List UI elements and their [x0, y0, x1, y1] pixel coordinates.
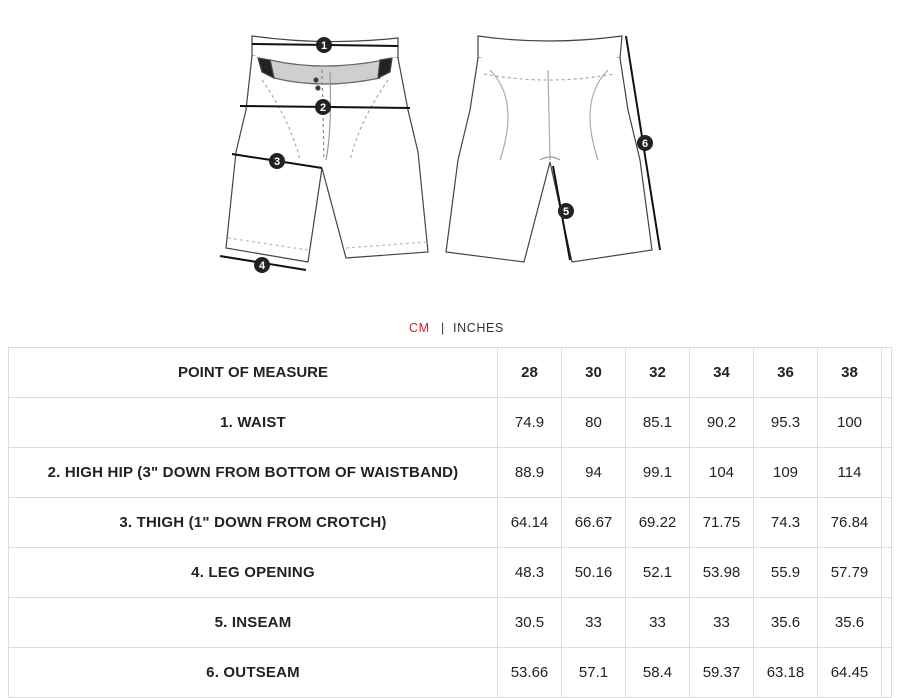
- table-cell: 74.3: [754, 498, 818, 548]
- marker-6: [637, 135, 653, 151]
- row-label-outseam: 6. OUTSEAM: [9, 648, 498, 698]
- header-size-30: 30: [562, 348, 626, 398]
- marker-5: [558, 203, 574, 219]
- header-size-36: 36: [754, 348, 818, 398]
- header-size-28: 28: [498, 348, 562, 398]
- table-cell: 69.22: [626, 498, 690, 548]
- marker-1: [316, 37, 332, 53]
- marker-3: [269, 153, 285, 169]
- table-row: [9, 648, 892, 698]
- row-label-thigh: 3. THIGH (1" DOWN FROM CROTCH): [9, 498, 498, 548]
- marker-4: [254, 257, 270, 273]
- unit-toggle: [0, 321, 899, 337]
- table-cell: 74.9: [498, 398, 562, 448]
- header-overflow-cell: [882, 348, 892, 398]
- table-cell: 80: [562, 398, 626, 448]
- table-cell: 104: [690, 448, 754, 498]
- table-cell: 33: [626, 598, 690, 648]
- overflow-cell: [882, 398, 892, 448]
- table-cell: 66.67: [562, 498, 626, 548]
- table-cell: 58.4: [626, 648, 690, 698]
- table-row: [9, 448, 892, 498]
- table-cell: 95.3: [754, 398, 818, 448]
- table-cell: 33: [690, 598, 754, 648]
- table-cell: 50.16: [562, 548, 626, 598]
- header-size-34: 34: [690, 348, 754, 398]
- overflow-cell: [882, 548, 892, 598]
- svg-text:1: 1: [320, 40, 328, 52]
- table-cell: 35.6: [818, 598, 882, 648]
- svg-text:2: 2: [319, 102, 327, 114]
- unit-inches-option[interactable]: INCHES: [453, 321, 504, 335]
- svg-text:4: 4: [258, 260, 266, 272]
- table-header-row: [9, 348, 892, 398]
- table-cell: 76.84: [818, 498, 882, 548]
- table-cell: 57.79: [818, 548, 882, 598]
- table-cell: 59.37: [690, 648, 754, 698]
- svg-text:5: 5: [562, 206, 570, 218]
- table-cell: 35.6: [754, 598, 818, 648]
- unit-cm-option[interactable]: CM: [409, 321, 430, 335]
- table-cell: 85.1: [626, 398, 690, 448]
- row-label-high-hip: 2. HIGH HIP (3" DOWN FROM BOTTOM OF WAISTBAND): [9, 448, 498, 498]
- header-point-of-measure: POINT OF MEASURE: [9, 348, 498, 398]
- overflow-cell: [882, 648, 892, 698]
- table-cell: 33: [562, 598, 626, 648]
- unit-separator: |: [441, 321, 445, 335]
- marker-2: [315, 99, 331, 115]
- table-cell: 48.3: [498, 548, 562, 598]
- overflow-cell: [882, 598, 892, 648]
- table-cell: 99.1: [626, 448, 690, 498]
- svg-text:6: 6: [641, 138, 649, 150]
- table-cell: 52.1: [626, 548, 690, 598]
- overflow-cell: [882, 448, 892, 498]
- table-cell: 114: [818, 448, 882, 498]
- shorts-back-view: [446, 36, 652, 262]
- table-cell: 88.9: [498, 448, 562, 498]
- table-cell: 90.2: [690, 398, 754, 448]
- table-cell: 94: [562, 448, 626, 498]
- table-cell: 109: [754, 448, 818, 498]
- table-cell: 71.75: [690, 498, 754, 548]
- overflow-cell: [882, 498, 892, 548]
- table-cell: 53.66: [498, 648, 562, 698]
- table-cell: 57.1: [562, 648, 626, 698]
- row-label-leg-opening: 4. LEG OPENING: [9, 548, 498, 598]
- table-cell: 64.14: [498, 498, 562, 548]
- table-cell: 55.9: [754, 548, 818, 598]
- header-size-32: 32: [626, 348, 690, 398]
- table-row: [9, 398, 892, 448]
- header-size-38: 38: [818, 348, 882, 398]
- table-row: [9, 598, 892, 648]
- table-row: [9, 498, 892, 548]
- table-cell: 63.18: [754, 648, 818, 698]
- table-cell: 30.5: [498, 598, 562, 648]
- shorts-measurement-diagram: [0, 0, 899, 300]
- table-row: [9, 548, 892, 598]
- row-label-waist: 1. WAIST: [9, 398, 498, 448]
- table-cell: 53.98: [690, 548, 754, 598]
- table-cell: 64.45: [818, 648, 882, 698]
- table-cell: 100: [818, 398, 882, 448]
- svg-text:3: 3: [273, 156, 281, 168]
- row-label-inseam: 5. INSEAM: [9, 598, 498, 648]
- size-chart-table: [8, 347, 892, 698]
- shorts-front-view: [226, 36, 428, 262]
